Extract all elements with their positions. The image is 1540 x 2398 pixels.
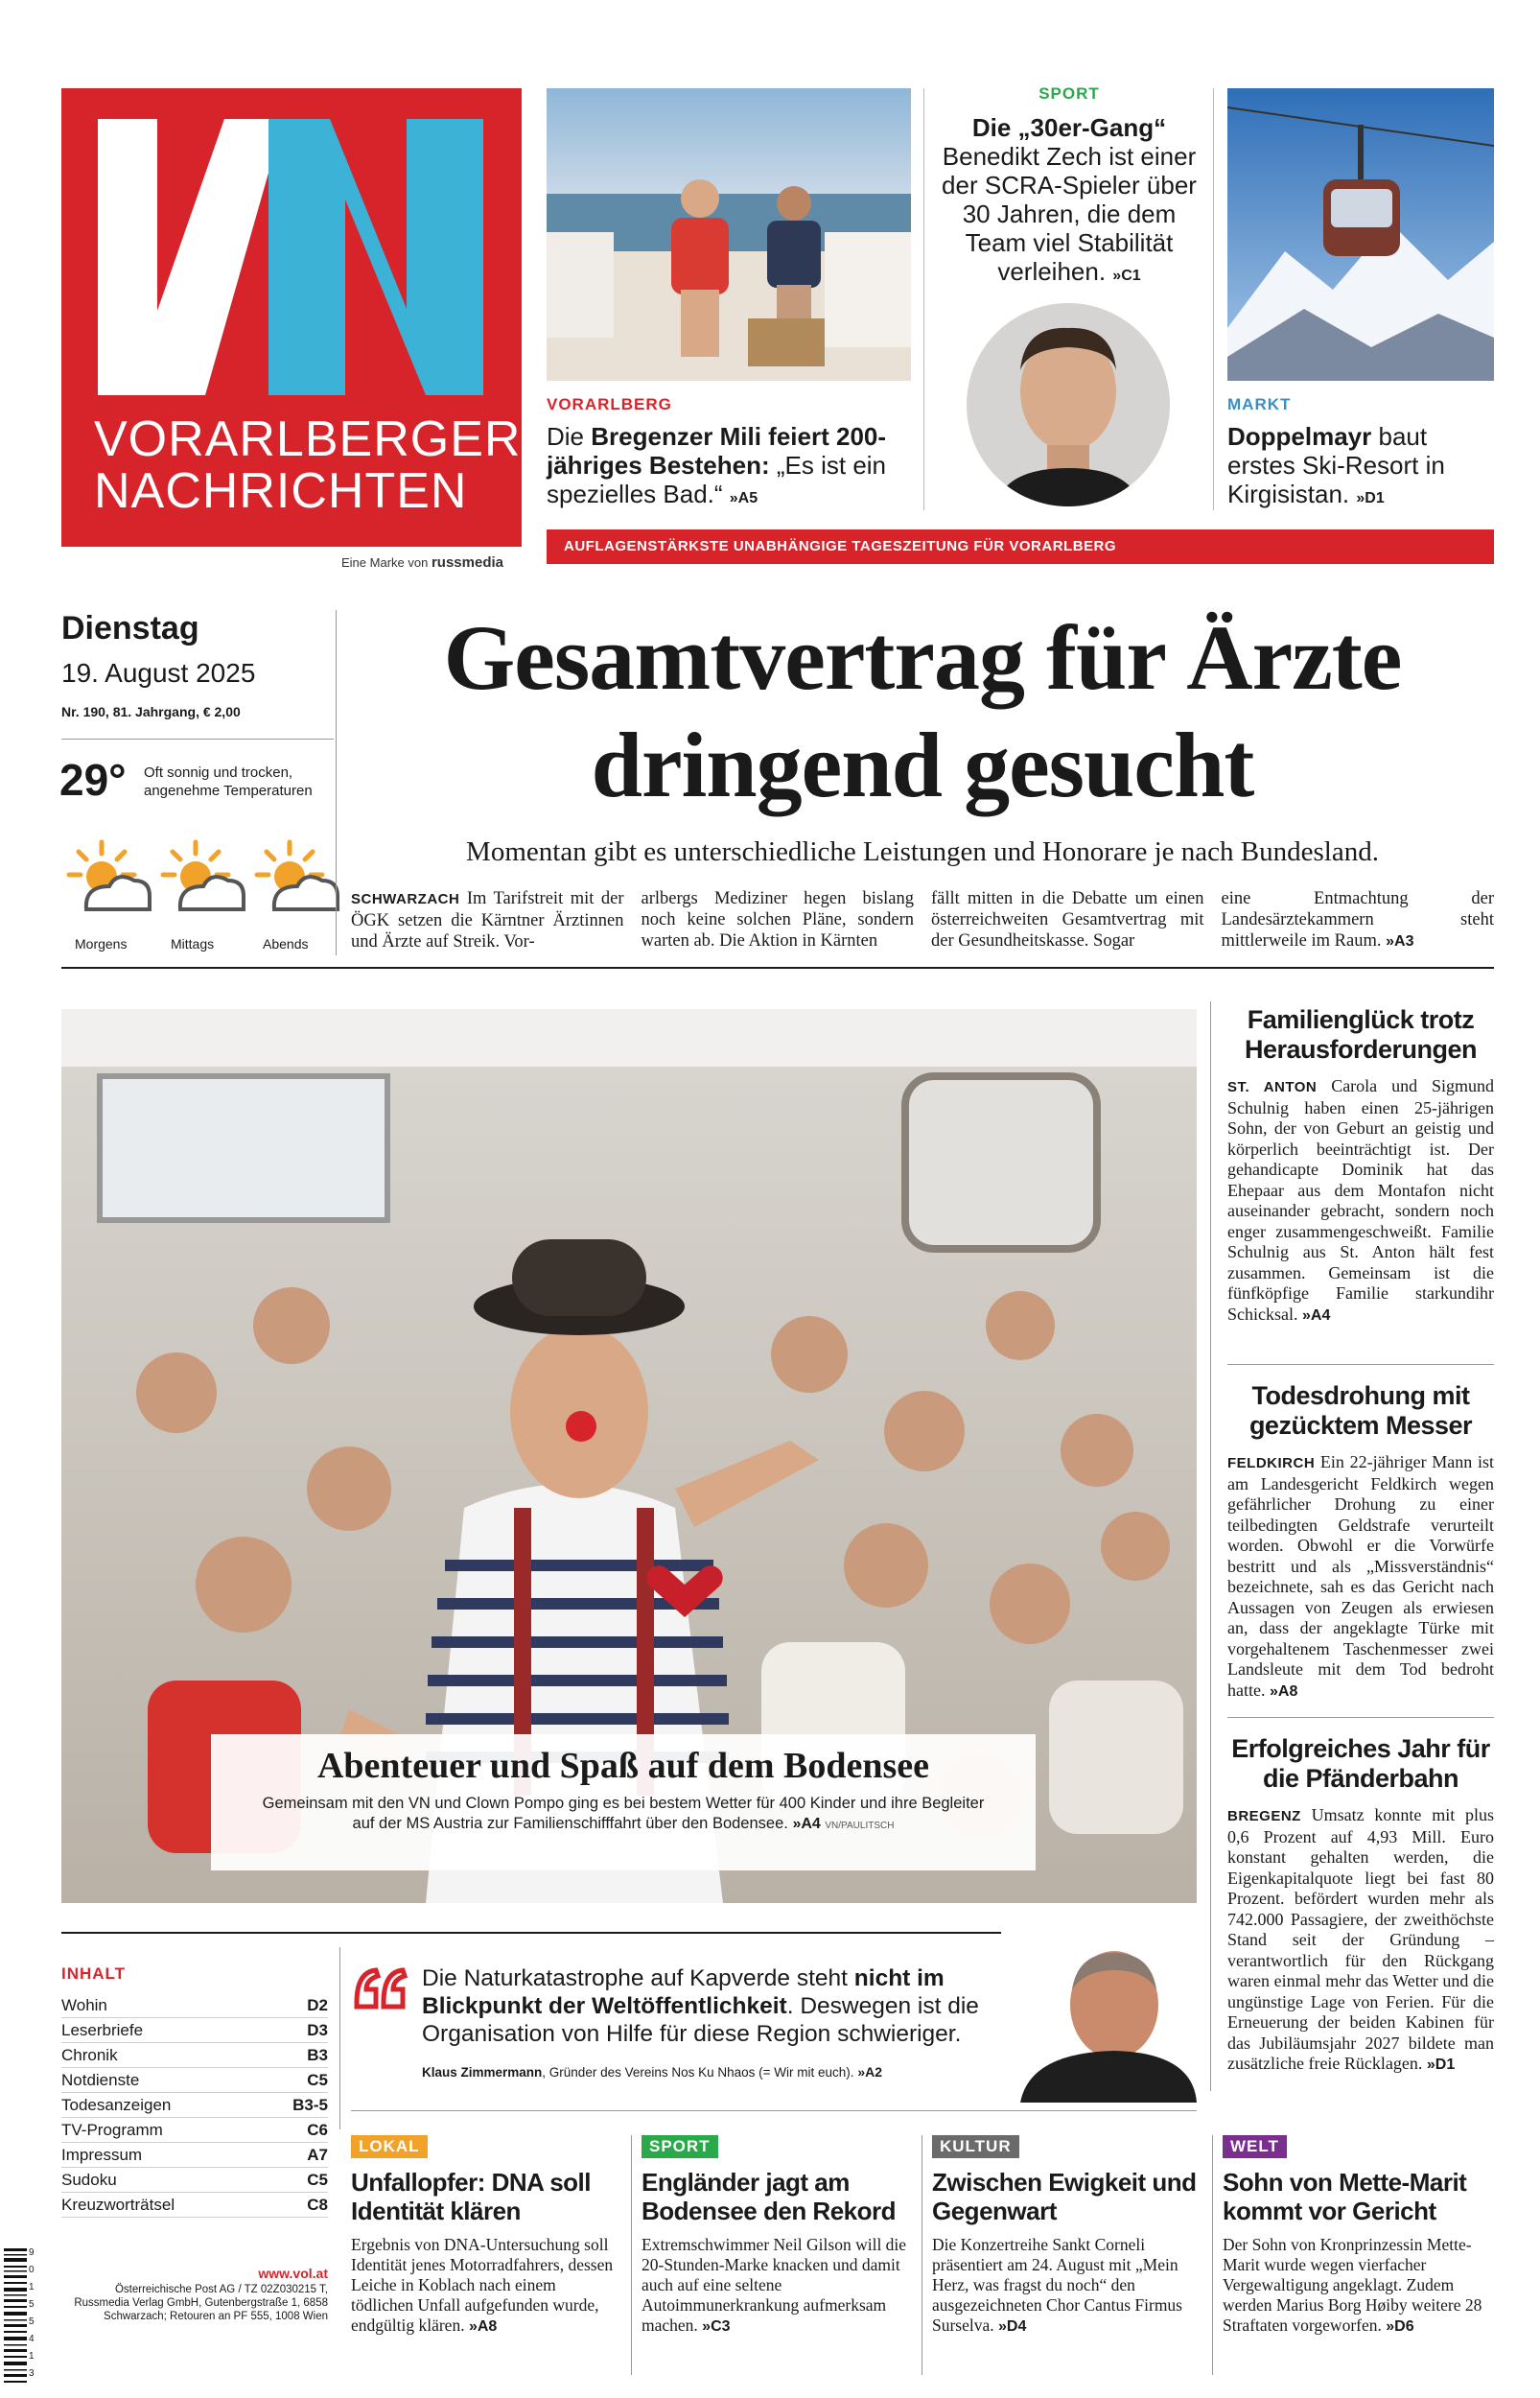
toc-item[interactable] [61, 2168, 328, 2193]
side-story-0-body [1227, 1076, 1494, 1326]
lead-col-4-text: eine Entmachtung der Landesärztekammern steht mittlerweile im Raum. [1221, 889, 1494, 951]
side-story-2-location: BREGENZ [1227, 1808, 1301, 1824]
quotation-icon [351, 1964, 408, 2012]
lead-col-1-text: Im Tarifstreit mit der ÖGK setzen die Kärntner Ärztinnen und Ärzte auf Streik. Vor- [351, 889, 624, 952]
teaser-sport-text: Benedikt Zech ist einer der SCRA-Spieler über 30 Jahren, die dem Team viel Stabilität verleihen. [942, 142, 1197, 286]
lead-col-4 [1222, 888, 1495, 952]
author-portrait-icon [1001, 1932, 1197, 2103]
bottom-section-kultur[interactable] [932, 2135, 1202, 2337]
toc-item-page: C6 [307, 2120, 328, 2139]
section-body [1223, 2235, 1493, 2337]
imprint-lines: Österreichische Post AG / TZ 02Z030215 T, Russmedia Verlag GmbH, Gutenbergstraße 1, 6858 Schwarzach; Retouren an PF 555, 1008 Wien [74, 2284, 328, 2322]
quote-portrait [1001, 1932, 1197, 2103]
brand-name: russmedia [431, 554, 503, 571]
section-body [932, 2235, 1202, 2337]
masthead-logo[interactable] [61, 88, 522, 547]
side-story-1-ref: »A8 [1269, 1682, 1298, 1700]
lead-col-1 [351, 888, 624, 952]
teaser-divider-1 [923, 88, 924, 510]
toc-vertical-rule [339, 1947, 340, 2129]
photo-story-title[interactable]: Abenteuer und Spaß auf dem Bodensee [316, 1746, 930, 1786]
weather-icons [61, 833, 339, 929]
date: 19. August 2025 [61, 658, 256, 688]
tagline-text: AUFLAGENSTÄRKSTE UNABHÄNGIGE TAGESZEITUNG FÜR VORARLBERG [564, 538, 1117, 554]
masthead-name-line1: VORARLBERGER [94, 411, 522, 467]
quote-text-post: . Deswegen ist die Organisation von Hilfe für diese Region schwieriger. [422, 1993, 979, 2047]
side-story-1[interactable] [1227, 1381, 1494, 1702]
teaser-vorarlberg-quote: „Es ist ein spezielles Bad.“ [547, 451, 887, 508]
quote-ref: »A2 [857, 2064, 883, 2080]
bottom-sections [351, 2135, 1494, 2375]
sun-cloud-icon [61, 833, 339, 929]
teaser-kicker-markt: MARKT [1227, 395, 1292, 413]
lead-col-2: arlbergs Mediziner hegen bislang noch keine solchen Pläne, sondern warten ab. Die Aktion in Kärnten [641, 889, 914, 951]
masthead-name-line2: NACHRICHTEN [94, 463, 468, 519]
toc-item[interactable] [61, 2143, 328, 2168]
photo-story-caption-text: Gemeinsam mit den VN und Clown Pompo ging es bei bestem Wetter für 400 Kinder und ihre Begleiter auf der MS Austria zur Familienschifffahrt über den Bodensee. [262, 1795, 985, 1832]
toc-item-page: B3-5 [292, 2095, 328, 2114]
section-label: WELT [1223, 2135, 1287, 2158]
teaser-vorarlberg-pre: Die [547, 422, 592, 451]
toc-item[interactable] [61, 2068, 328, 2093]
teaser-sport-ref: »C1 [1112, 268, 1141, 284]
toc-item[interactable] [61, 2118, 328, 2143]
toc-item-label: TV-Programm [61, 2120, 163, 2139]
toc-item-page: B3 [307, 2045, 328, 2064]
temperature: 29° [59, 755, 127, 805]
section-ref: »D6 [1386, 2318, 1414, 2335]
side-rule-2 [1227, 1717, 1494, 1718]
toc-item-label: Notdienste [61, 2070, 140, 2089]
teaser-markt-ref: »D1 [1356, 490, 1385, 506]
section-ref: »C3 [702, 2318, 731, 2335]
toc-item-label: Wohin [61, 1995, 107, 2014]
quote-text-pre: Die Naturkatastrophe auf Kapverde steht [422, 1965, 854, 1991]
vn-logo-icon [61, 88, 522, 405]
bottom-section-lokal[interactable] [351, 2135, 621, 2337]
bottom-section-sport[interactable] [642, 2135, 912, 2337]
quote-author-role: , Gründer des Vereins Nos Ku Nhaos (= Wir mit euch). [542, 2065, 854, 2080]
lead-headline[interactable] [351, 604, 1494, 819]
weather-text: Oft sonnig und trocken, angenehme Temperaturen [144, 764, 313, 799]
imprint-website[interactable]: www.vol.at [258, 2266, 328, 2281]
toc-item[interactable] [61, 2043, 328, 2068]
lead-headline-line1: Gesamtvertrag für Ärzte [443, 606, 1402, 709]
section-text: Der Sohn von Kronprinzessin Mette-Marit wurde wegen vierfacher Vergewaltigung angeklagt. Zudem werden Marius Borg Høiby weitere 28 Straftaten vorgeworfen. [1223, 2235, 1482, 2335]
teaser-markt-title: Doppelmayr [1227, 422, 1372, 451]
toc-item-page: A7 [307, 2145, 328, 2164]
quote-author: Klaus Zimmermann [422, 2065, 543, 2080]
side-story-1-body [1227, 1452, 1494, 1702]
bottom-section-divider [631, 2135, 632, 2375]
side-story-1-title: Todesdrohung mit gezücktem Messer [1248, 1381, 1473, 1440]
side-story-2-body [1227, 1805, 1494, 2076]
toc-item-label: Todesanzeigen [61, 2095, 172, 2114]
dateline-rule [61, 739, 334, 740]
toc-item-label: Impressum [61, 2145, 143, 2164]
photo-caption-box [211, 1734, 1036, 1870]
teaser-vorarlberg[interactable] [547, 422, 921, 513]
section-ref: »A8 [468, 2318, 498, 2335]
side-column-rule [1210, 1001, 1211, 2091]
teaser-photo-mili[interactable] [547, 88, 911, 381]
side-rule-1 [1227, 1364, 1494, 1365]
dateline-vertical-rule [336, 610, 337, 955]
section-text: Ergebnis von DNA-Untersuchung soll Identität jenes Motorradfahrers, dessen Leiche in Koblach nach einem tödlichen Unfall aufgefunden wurde, endgültig klären. [351, 2235, 614, 2335]
toc-item-label: Leserbriefe [61, 2020, 144, 2039]
lake-bath-photo-icon [547, 88, 911, 381]
section-title: Unfallopfer: DNA soll Identität klären [351, 2168, 591, 2225]
toc-item-page: C5 [307, 2070, 328, 2089]
section-text: Die Konzertreihe Sankt Corneli präsentiert am 24. August mit „Mein Herz, was fragst du noch“ den ausgezeichneten Chor Cantus Firmus Surselva. [932, 2235, 1182, 2335]
side-story-1-location: FELDKIRCH [1227, 1455, 1316, 1471]
teaser-vorarlberg-title: Bregenzer Mili feiert 200-jähriges Bestehen: [547, 422, 887, 480]
quote-bottom-rule [351, 2110, 1197, 2111]
toc [61, 1964, 328, 2218]
toc-item-label: Chronik [61, 2045, 118, 2064]
toc-item[interactable] [61, 2093, 328, 2118]
lead-body-columns [351, 888, 1494, 952]
section-body [642, 2235, 912, 2337]
side-story-1-text: Ein 22-jähriger Mann ist am Landesgericht Feldkirch wegen gefährlicher Drohung zu einer teilbedingten Geldstrafe verurteilt worden. Obwohl er die Vorwürfe bestritt und als „Missverständnis“ bezeichnete, sah es das Gericht nach Aussagen von Zeugen als erwiesen an, dass der angeklagte Türke mit vorgehaltenem Taschenmesser zwei Landsleute mit dem Tod bedroht hatte. [1227, 1452, 1494, 1700]
toc-item[interactable] [61, 2193, 328, 2218]
toc-item[interactable] [61, 2018, 328, 2043]
barcode-number: 9 0 1 5 5 4 1 3 [29, 2247, 35, 2379]
toc-item-label: Sudoku [61, 2170, 117, 2189]
section-body [351, 2235, 621, 2337]
issue-info: Nr. 190, 81. Jahrgang, € 2,00 [61, 704, 241, 719]
side-story-0-location: ST. ANTON [1227, 1079, 1318, 1095]
side-story-0-ref: »A4 [1302, 1306, 1331, 1324]
weather-period-0: Morgens [75, 936, 128, 952]
toc-item-page: C8 [307, 2195, 328, 2214]
photo-story-ref: »A4 [792, 1816, 821, 1832]
teaser-vorarlberg-ref: »A5 [729, 490, 758, 506]
teaser-kicker-sport: SPORT [1038, 84, 1100, 103]
main-photo-clown[interactable] [61, 1009, 1197, 1903]
quote-marks-icon [351, 1964, 408, 2012]
side-story-2-title: Erfolgreiches Jahr für die Pfänderbahn [1231, 1734, 1490, 1793]
toc-item-page: D3 [307, 2020, 328, 2039]
teaser-markt-text: baut erstes Ski-Resort in Kirgisistan. [1227, 422, 1445, 508]
quote-text-bold: nicht im Blickpunkt der Weltöffentlichkeit [422, 1965, 945, 2019]
portrait-photo-icon [967, 303, 1170, 506]
section-label: KULTUR [932, 2135, 1019, 2158]
bottom-section-welt[interactable] [1223, 2135, 1493, 2337]
toc-item-page: C5 [307, 2170, 328, 2189]
lead-col-3: fällt mitten in die Debatte um einen österreichweiten Gesamtvertrag mit der Gesundheitskasse. Sogar [931, 889, 1204, 951]
brand-line [341, 554, 503, 571]
tagline-bar [547, 529, 1494, 564]
imprint-block [61, 2266, 328, 2323]
section-label: LOKAL [351, 2135, 428, 2158]
side-story-0[interactable] [1227, 1005, 1494, 1326]
section-title: Sohn von Mette-Marit kommt vor Gericht [1223, 2168, 1467, 2225]
brand-prefix: Eine Marke von [341, 555, 429, 570]
toc-list [61, 1993, 328, 2218]
teaser-sport[interactable] [940, 113, 1199, 291]
teaser-kicker-vorarlberg: VORARLBERG [547, 395, 672, 413]
side-story-0-title: Familienglück trotz Herausforderungen [1244, 1005, 1478, 1064]
gondola-photo-icon [1227, 88, 1494, 381]
section-title: Zwischen Ewigkeit und Gegenwart [932, 2168, 1197, 2225]
teaser-sport-portrait[interactable] [967, 303, 1170, 506]
lead-ref: »A3 [1386, 933, 1414, 950]
quote-text[interactable] [422, 1964, 997, 2048]
side-story-0-text: Carola und Sigmund Schulnig haben einen 25-jährigen Sohn, der von Geburt an geistig und körperlich beeinträchtigt ist. Der gehandicapte Dominik hat das Ehepaar aus dem Montafon nicht auseinander gebracht, sondern noch enger zusammengeschweißt. Familie Schulnig aus St. Anton hält fest zusammen. Gemeinsam ist die fünfköpfige Familie starkundihr Schicksal. [1227, 1076, 1495, 1324]
lead-subhead: Momentan gibt es unterschiedliche Leistungen und Honorare je nach Bundesland. [466, 836, 1379, 867]
toc-heading: INHALT [61, 1964, 127, 1983]
section-ref: »D4 [998, 2318, 1027, 2335]
toc-item-page: D2 [307, 1995, 328, 2014]
teaser-sport-title: Die „30er-Gang“ [971, 113, 1167, 142]
weather-period-2: Abends [263, 936, 309, 952]
barcode [2, 2245, 40, 2388]
teaser-photo-gondola[interactable] [1227, 88, 1494, 381]
section-title: Engländer jagt am Bodensee den Rekord [642, 2168, 897, 2225]
bottom-section-divider [1212, 2135, 1213, 2375]
teaser-markt[interactable] [1227, 422, 1496, 513]
section-label: SPORT [642, 2135, 718, 2158]
lead-headline-line2: dringend gesucht [591, 714, 1254, 816]
photo-story-caption [224, 1794, 1022, 1836]
quote-author-line [422, 2064, 1016, 2080]
side-story-2[interactable] [1227, 1734, 1494, 2076]
lead-bottom-rule [61, 967, 1494, 969]
lead-location: SCHWARZACH [351, 891, 460, 907]
side-story-2-text: Umsatz konnte mit plus 0,6 Prozent auf 4,93 Mill. Euro konstant gehalten werden, die Eigenkapitalquote liegt bei fast 80 Prozent. befördert wurden mehr als 742.000 Passagiere, der zweithöchste Stand seit der Gründung – verantwortlich für den Rückgang waren einmal mehr das Wetter und die ungünstige Lage von Ferien. Für die Erneuerung der beiden Kabinen für das Jubiläumsjahr 2027 bildete man zusätzliche freie Rücklagen. [1227, 1805, 1495, 2073]
section-text: Extremschwimmer Neil Gilson will die 20-Stunden-Marke knacken und damit auch auf eine seltene Autoimmunerkrankung aufmerksam machen. [642, 2235, 907, 2335]
weekday: Dienstag [61, 610, 199, 647]
photo-credit: VN/PAULITSCH [825, 1821, 895, 1831]
side-story-2-ref: »D1 [1426, 2057, 1456, 2073]
teaser-divider-2 [1213, 88, 1214, 510]
weather-period-1: Mittags [171, 936, 215, 952]
toc-item[interactable] [61, 1993, 328, 2018]
toc-item-label: Kreuzworträtsel [61, 2195, 175, 2214]
